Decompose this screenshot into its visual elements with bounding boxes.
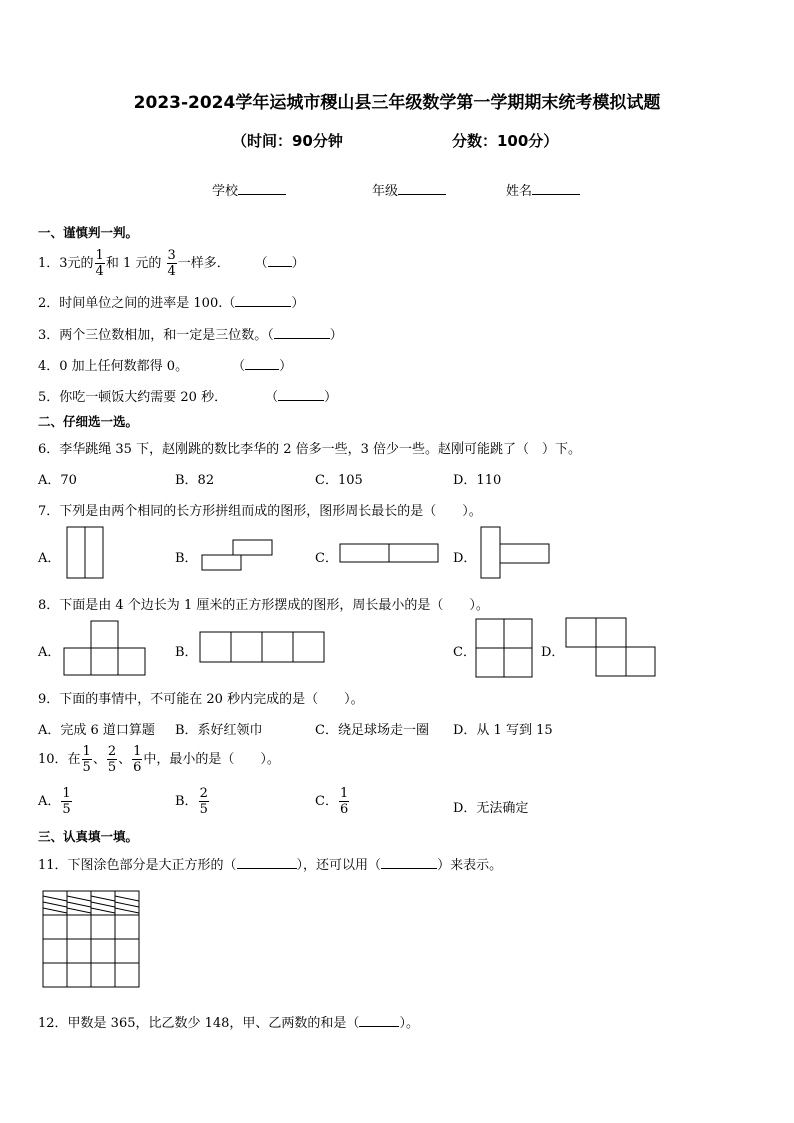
question-12: 12．甲数是 365，比乙数少 148，甲、乙两数的和是（ ）。 <box>38 1016 419 1031</box>
q8-option-b[interactable]: B． <box>175 645 198 660</box>
q8-option-c[interactable]: C． <box>453 645 476 660</box>
page-title: 2023-2024学年运城市稷山县三年级数学第一学期期末统考模拟试题 <box>133 93 661 113</box>
q10-option-b[interactable]: B． $\frac{2}{5}$ <box>175 786 208 817</box>
grade-blank <box>398 182 446 195</box>
q6-option-d[interactable]: D．110 <box>453 473 502 488</box>
grade-label: 年级 <box>372 184 399 199</box>
section-1-heading: 一、谨慎判一判。 <box>38 225 139 240</box>
q2-answer-blank[interactable] <box>235 295 291 307</box>
q8-figures <box>60 615 660 681</box>
q7-figure-c <box>340 544 438 562</box>
q1-text-c: 一样多． <box>177 256 230 271</box>
q1-answer-blank[interactable] <box>268 255 292 267</box>
question-5: 5．你吃一顿饭大约需要 20 秒． （ ） <box>38 390 338 405</box>
q11-answer-blank-1[interactable] <box>237 857 297 869</box>
q7-option-c[interactable]: C． <box>315 551 338 566</box>
question-7: 7．下列是由两个相同的长方形拼组而成的图形，图形周长最长的是（ ）。 <box>38 504 482 519</box>
section-2-heading: 二、仔细选一选。 <box>38 414 139 429</box>
q4-answer-blank[interactable] <box>245 358 279 370</box>
q8-figure-c <box>476 619 532 677</box>
q11-grid-figure <box>40 888 144 990</box>
q7-figure-d <box>481 527 549 578</box>
q7-figure-b <box>202 540 272 570</box>
name-blank <box>532 182 580 195</box>
q7-figures <box>60 525 560 585</box>
q9-option-d[interactable]: D．从 1 写到 15 <box>453 723 553 738</box>
q6-option-a[interactable]: A．70 <box>38 473 77 488</box>
q9-option-c[interactable]: C．绕足球场走一圈 <box>315 723 429 738</box>
q7-option-b[interactable]: B． <box>175 551 198 566</box>
q1-fraction-2: $\frac{3}{4}$ <box>167 248 176 279</box>
q3-answer-blank[interactable] <box>274 327 330 339</box>
q11-answer-blank-2[interactable] <box>381 857 437 869</box>
question-8: 8．下面是由 4 个边长为 1 厘米的正方形摆成的图形，周长最小的是（ ）。 <box>38 598 489 613</box>
q8-figure-b <box>200 632 324 662</box>
school-field <box>212 180 286 199</box>
q7-figure-a <box>67 527 103 578</box>
q5-answer-blank[interactable] <box>278 389 324 401</box>
q1-fraction-1: $\frac{1}{4}$ <box>95 248 104 279</box>
q8-figure-d <box>566 618 655 676</box>
question-10: 10．在 $\frac{1}{5}$ 、 $\frac{2}{5}$ 、 $\frac{1}{6}$ 中，最小的是（ ）。 <box>38 744 280 775</box>
q7-option-a[interactable]: A． <box>38 551 61 566</box>
school-label: 学校 <box>212 184 239 199</box>
q8-option-a[interactable]: A． <box>38 645 61 660</box>
q1-text-a: 1．3元的 <box>38 256 94 271</box>
q6-option-c[interactable]: C．105 <box>315 473 363 488</box>
q8-figure-a <box>64 621 145 675</box>
q10-option-a[interactable]: A． $\frac{1}{5}$ <box>38 786 71 817</box>
q9-option-a[interactable]: A．完成 6 道口算题 <box>38 723 155 738</box>
question-6: 6．李华跳绳 35 下，赵刚跳的数比李华的 2 倍多一些，3 倍少一些。赵刚可能跳了（ ）下。 <box>38 442 582 457</box>
name-field <box>506 180 580 199</box>
q7-option-d[interactable]: D． <box>453 551 477 566</box>
school-blank <box>238 182 286 195</box>
question-9: 9．下面的事情中，不可能在 20 秒内完成的是（ ）。 <box>38 692 364 707</box>
q6-option-b[interactable]: B．82 <box>175 473 215 488</box>
q10-fraction-1: $\frac{1}{5}$ <box>82 744 91 775</box>
question-4: 4．0 加上任何数都得 0。 （ ） <box>38 359 293 374</box>
section-3-heading: 三、认真填一填。 <box>38 829 139 844</box>
q10-fraction-3: $\frac{1}{6}$ <box>133 744 142 775</box>
name-label: 姓名 <box>506 184 533 199</box>
exam-score: 分数：100分） <box>452 132 559 150</box>
exam-time: （时间：90分钟 <box>232 132 343 150</box>
q10-option-c[interactable]: C． $\frac{1}{6}$ <box>315 786 349 817</box>
q10-option-d[interactable]: D．无法确定 <box>453 801 529 816</box>
q10-fraction-2: $\frac{2}{5}$ <box>107 744 117 775</box>
q12-answer-blank[interactable] <box>359 1015 399 1027</box>
question-2: 2．时间单位之间的进率是 100.（ ） <box>38 296 305 311</box>
question-11: 11．下图涂色部分是大正方形的（ ），还可以用（ ）来表示。 <box>38 858 503 873</box>
question-1: 1．3元的 $\frac{1}{4}$ 和 1 元的 $\frac{3}{4}$ 一样多． （ ） <box>38 248 305 279</box>
q8-option-d[interactable]: D． <box>541 645 565 660</box>
q1-text-b: 和 1 元的 <box>105 256 162 271</box>
q9-option-b[interactable]: B．系好红领巾 <box>175 723 263 738</box>
question-3: 3．两个三位数相加，和一定是三位数。（ ） <box>38 328 343 343</box>
grade-field <box>372 180 446 199</box>
